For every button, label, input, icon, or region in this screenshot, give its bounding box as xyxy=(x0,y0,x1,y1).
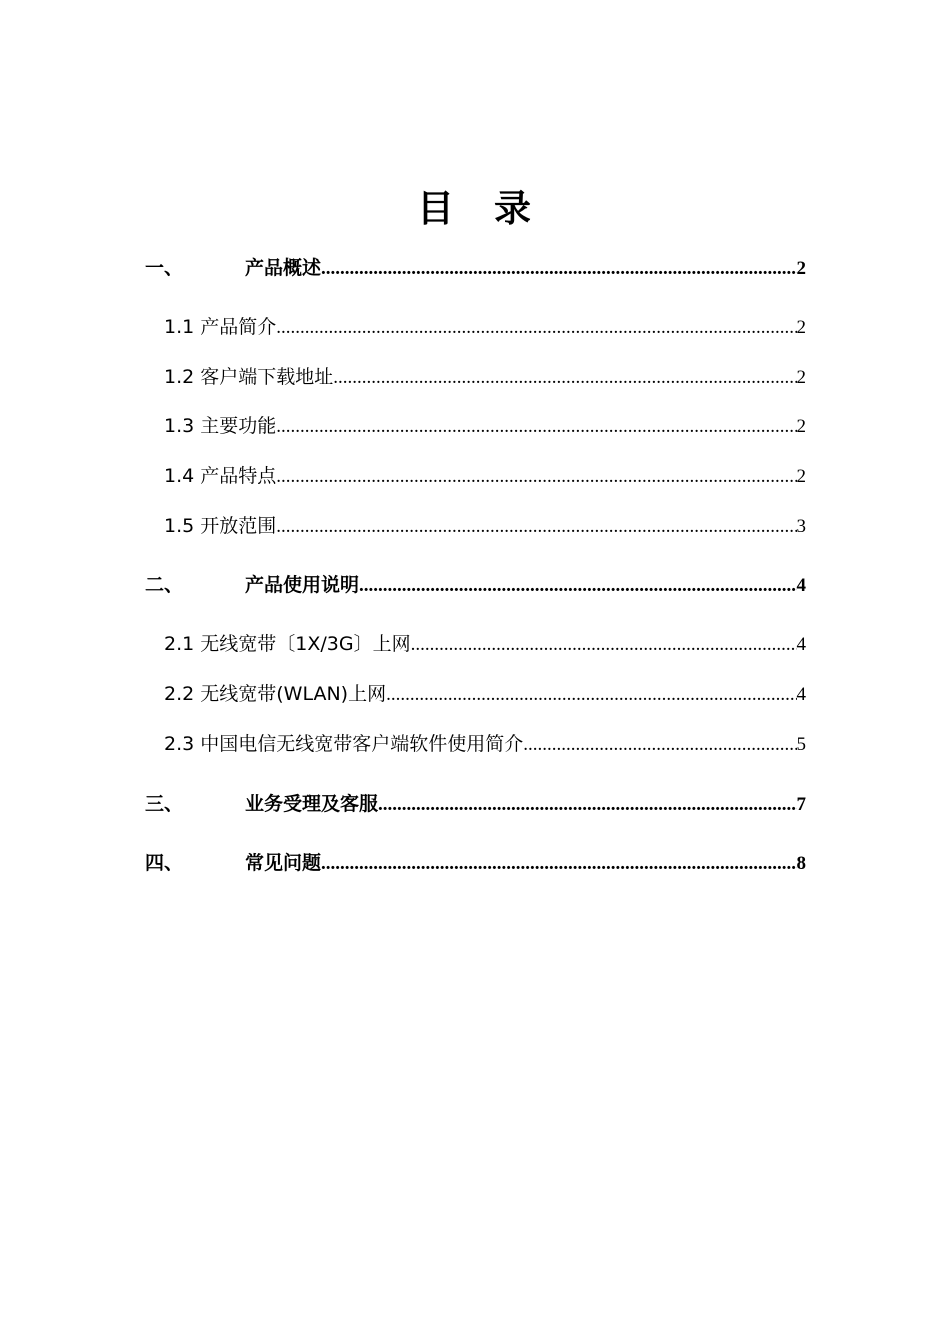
toc-entry-page: 4 xyxy=(796,684,806,705)
toc-entry-page: 2 xyxy=(796,416,806,437)
toc-entry-3[interactable] xyxy=(145,790,806,819)
toc-dot-leader xyxy=(276,413,796,441)
toc-dot-leader xyxy=(378,791,796,819)
toc-dot-leader xyxy=(386,681,796,709)
toc-dot-leader xyxy=(359,572,796,600)
toc-dot-leader xyxy=(411,631,797,659)
toc-entry-page: 5 xyxy=(796,734,806,755)
toc-entry-label: 业务受理及客服 xyxy=(245,793,379,815)
toc-entry-label: 1.4 产品特点 xyxy=(164,465,277,487)
toc-entry-number: 三、 xyxy=(145,793,184,815)
toc-entry-page: 2 xyxy=(796,258,806,279)
toc-title-char-1: 目 xyxy=(417,187,456,230)
toc-entry-label: 产品概述 xyxy=(245,257,322,279)
toc-entry-label: 常见问题 xyxy=(245,852,322,874)
toc-entry-label: 2.2 无线宽带(WLAN)上网 xyxy=(164,683,387,705)
toc-entry-label: 产品使用说明 xyxy=(245,574,360,596)
toc-entry-page: 8 xyxy=(796,853,806,874)
toc-dot-leader xyxy=(276,463,796,491)
toc-entry-2[interactable] xyxy=(145,571,806,600)
toc-title-char-2: 录 xyxy=(494,187,533,230)
toc-entry-label: 1.1 产品简介 xyxy=(164,316,277,338)
toc-entry-1-3[interactable] xyxy=(164,412,806,441)
toc-dot-leader xyxy=(276,314,796,342)
toc-entry-4[interactable] xyxy=(145,849,806,878)
toc-entry-2-2[interactable] xyxy=(164,680,806,709)
toc-entry-label: 1.5 开放范围 xyxy=(164,515,277,537)
toc-dot-leader xyxy=(523,731,796,759)
toc-entry-page: 2 xyxy=(796,367,806,388)
toc-entry-label: 2.1 无线宽带〔1X/3G〕上网 xyxy=(164,633,411,655)
toc-entry-1-5[interactable] xyxy=(164,512,806,541)
toc-entry-1-4[interactable] xyxy=(164,462,806,491)
toc-entry-page: 2 xyxy=(796,317,806,338)
toc-entry-number: 一、 xyxy=(145,257,184,279)
toc-entry-label: 1.2 客户端下载地址 xyxy=(164,366,334,388)
toc-entry-number: 二、 xyxy=(145,574,184,596)
toc-dot-leader xyxy=(321,255,796,283)
toc-entry-label: 1.3 主要功能 xyxy=(164,415,277,437)
toc-dot-leader xyxy=(333,364,796,392)
toc-entry-1-2[interactable] xyxy=(164,363,806,392)
toc-title xyxy=(0,183,950,235)
toc-entry-2-1[interactable] xyxy=(164,630,806,659)
toc-entry-1-1[interactable] xyxy=(164,313,806,342)
toc-dot-leader xyxy=(321,850,796,878)
toc-entry-page: 4 xyxy=(796,575,806,596)
toc-entry-page: 3 xyxy=(796,516,806,537)
toc-entry-page: 2 xyxy=(796,466,806,487)
toc-dot-leader xyxy=(276,513,796,541)
toc-entry-page: 7 xyxy=(796,794,806,815)
toc-entry-1[interactable] xyxy=(145,254,806,283)
toc-entry-number: 四、 xyxy=(145,852,184,874)
toc-entry-page: 4 xyxy=(796,634,806,655)
toc-entry-label: 2.3 中国电信无线宽带客户端软件使用简介 xyxy=(164,733,524,755)
toc-entry-2-3[interactable] xyxy=(164,730,806,759)
